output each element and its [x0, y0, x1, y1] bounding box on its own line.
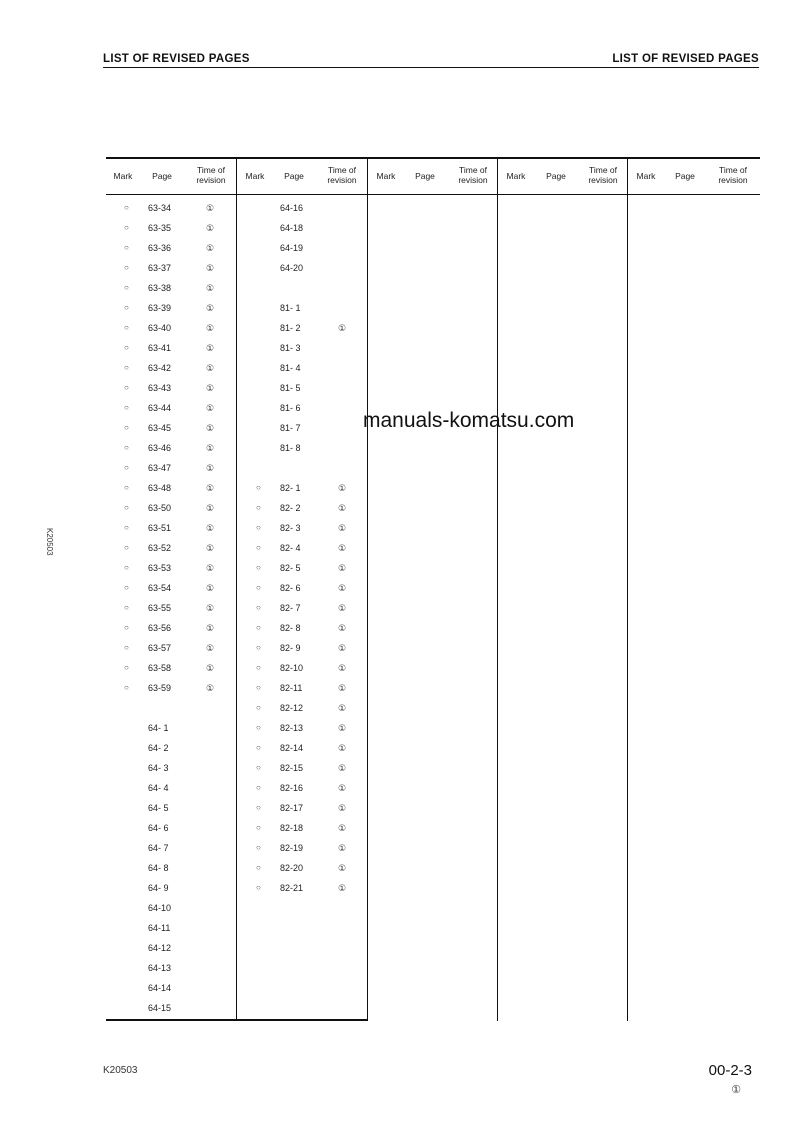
row-page: 81- 7 — [280, 423, 301, 433]
row-page: 82-14 — [280, 743, 304, 753]
row-revision: ① — [338, 683, 347, 693]
row-revision: ① — [206, 303, 215, 313]
table-header-rule — [106, 194, 760, 195]
row-revision: ① — [338, 843, 347, 853]
row-page: 63-55 — [148, 603, 172, 613]
col-page-header: Page — [284, 171, 304, 181]
row-mark: ○ — [124, 283, 129, 292]
row-mark: ○ — [256, 683, 261, 692]
row-mark: ○ — [256, 543, 261, 552]
row-page: 64-12 — [148, 943, 172, 953]
row-page: 82- 6 — [280, 583, 301, 593]
group-divider-2 — [367, 157, 368, 1021]
col-time-header: Time of revision — [718, 165, 748, 185]
row-mark: ○ — [124, 243, 129, 252]
row-page: 82- 1 — [280, 483, 301, 493]
row-page: 63-39 — [148, 303, 172, 313]
row-mark: ○ — [124, 623, 129, 632]
row-page: 82-19 — [280, 843, 304, 853]
row-revision: ① — [338, 783, 347, 793]
row-page: 63-38 — [148, 283, 172, 293]
row-mark: ○ — [124, 463, 129, 472]
row-mark: ○ — [256, 843, 261, 852]
row-page: 63-53 — [148, 563, 172, 573]
row-revision: ① — [206, 483, 215, 493]
row-revision: ① — [206, 643, 215, 653]
row-revision: ① — [206, 203, 215, 213]
col-time-header: Time of revision — [196, 165, 226, 185]
row-revision: ① — [338, 583, 347, 593]
row-revision: ① — [338, 503, 347, 513]
row-page: 63-34 — [148, 203, 172, 213]
row-mark: ○ — [124, 503, 129, 512]
row-revision: ① — [338, 863, 347, 873]
row-revision: ① — [338, 563, 347, 573]
row-revision: ① — [338, 743, 347, 753]
row-page: 63-40 — [148, 323, 172, 333]
row-revision: ① — [338, 663, 347, 673]
col-mark-header: Mark — [376, 171, 396, 181]
row-page: 82-17 — [280, 803, 304, 813]
row-page: 64-19 — [280, 243, 304, 253]
row-page: 82-18 — [280, 823, 304, 833]
row-mark: ○ — [256, 643, 261, 652]
row-mark: ○ — [256, 583, 261, 592]
row-revision: ① — [206, 663, 215, 673]
col-mark-header: Mark — [245, 171, 265, 181]
row-page: 63-36 — [148, 243, 172, 253]
group-divider-1 — [236, 157, 237, 1021]
col-time-header: Time of revision — [327, 165, 357, 185]
header-title-left: LIST OF REVISED PAGES — [103, 53, 250, 65]
row-mark: ○ — [124, 443, 129, 452]
row-mark: ○ — [256, 883, 261, 892]
row-revision: ① — [206, 463, 215, 473]
row-revision: ① — [206, 543, 215, 553]
row-mark: ○ — [256, 743, 261, 752]
row-page: 81- 6 — [280, 403, 301, 413]
row-page: 82-20 — [280, 863, 304, 873]
row-page: 64- 3 — [148, 763, 169, 773]
row-revision: ① — [206, 443, 215, 453]
row-page: 64- 4 — [148, 783, 169, 793]
row-revision: ① — [206, 503, 215, 513]
row-mark: ○ — [124, 643, 129, 652]
row-mark: ○ — [256, 783, 261, 792]
row-revision: ① — [206, 683, 215, 693]
col-mark-header: Mark — [113, 171, 133, 181]
row-page: 64-10 — [148, 903, 172, 913]
row-page: 82-15 — [280, 763, 304, 773]
row-page: 64-16 — [280, 203, 304, 213]
row-mark: ○ — [124, 263, 129, 272]
row-revision: ① — [338, 803, 347, 813]
row-page: 63-48 — [148, 483, 172, 493]
row-page: 63-52 — [148, 543, 172, 553]
row-mark: ○ — [256, 703, 261, 712]
row-mark: ○ — [256, 663, 261, 672]
row-page: 64- 8 — [148, 863, 169, 873]
row-revision: ① — [338, 723, 347, 733]
row-revision: ① — [206, 323, 215, 333]
row-mark: ○ — [256, 483, 261, 492]
col-page-header: Page — [546, 171, 566, 181]
row-mark: ○ — [124, 303, 129, 312]
row-page: 82-21 — [280, 883, 304, 893]
row-page: 63-45 — [148, 423, 172, 433]
row-page: 63-59 — [148, 683, 172, 693]
row-revision: ① — [206, 343, 215, 353]
row-revision: ① — [338, 543, 347, 553]
row-page: 82- 2 — [280, 503, 301, 513]
row-page: 63-42 — [148, 363, 172, 373]
row-page: 64- 9 — [148, 883, 169, 893]
row-mark: ○ — [256, 623, 261, 632]
row-page: 82-11 — [280, 683, 303, 693]
row-page: 63-51 — [148, 523, 172, 533]
side-code: K20503 — [45, 528, 54, 556]
col-mark-header: Mark — [506, 171, 526, 181]
row-mark: ○ — [124, 223, 129, 232]
row-mark: ○ — [256, 763, 261, 772]
row-page: 64-14 — [148, 983, 172, 993]
row-mark: ○ — [256, 823, 261, 832]
row-revision: ① — [206, 223, 215, 233]
group-divider-3 — [497, 157, 498, 1021]
row-mark: ○ — [124, 583, 129, 592]
row-page: 82- 5 — [280, 563, 301, 573]
row-page: 63-41 — [148, 343, 172, 353]
row-page: 63-50 — [148, 503, 172, 513]
row-page: 63-58 — [148, 663, 172, 673]
table-top-rule — [106, 157, 760, 159]
row-mark: ○ — [124, 343, 129, 352]
row-revision: ① — [206, 283, 215, 293]
row-revision: ① — [206, 523, 215, 533]
row-revision: ① — [338, 603, 347, 613]
row-revision: ① — [338, 883, 347, 893]
row-page: 63-46 — [148, 443, 172, 453]
row-page: 63-44 — [148, 403, 172, 413]
row-page: 64-18 — [280, 223, 304, 233]
row-page: 82- 3 — [280, 523, 301, 533]
row-mark: ○ — [124, 323, 129, 332]
row-mark: ○ — [124, 403, 129, 412]
row-page: 64-11 — [148, 923, 171, 933]
col-page-header: Page — [675, 171, 695, 181]
row-page: 81- 8 — [280, 443, 301, 453]
col-page-header: Page — [152, 171, 172, 181]
footer-page-number: 00-2-3 — [708, 1062, 752, 1079]
watermark-text: manuals-komatsu.com — [363, 409, 575, 432]
group-divider-4 — [627, 157, 628, 1021]
row-mark: ○ — [124, 563, 129, 572]
row-page: 64-20 — [280, 263, 304, 273]
row-mark: ○ — [124, 203, 129, 212]
row-page: 82- 8 — [280, 623, 301, 633]
row-revision: ① — [206, 603, 215, 613]
row-revision: ① — [206, 403, 215, 413]
row-page: 81- 2 — [280, 323, 301, 333]
row-mark: ○ — [256, 863, 261, 872]
row-page: 64- 5 — [148, 803, 169, 813]
row-mark: ○ — [124, 683, 129, 692]
row-revision: ① — [206, 583, 215, 593]
row-mark: ○ — [124, 423, 129, 432]
row-mark: ○ — [124, 523, 129, 532]
row-revision: ① — [206, 383, 215, 393]
row-revision: ① — [338, 823, 347, 833]
row-page: 63-56 — [148, 623, 172, 633]
row-page: 81- 5 — [280, 383, 301, 393]
row-page: 64- 6 — [148, 823, 169, 833]
row-page: 82-16 — [280, 783, 304, 793]
row-revision: ① — [338, 763, 347, 773]
row-page: 63-43 — [148, 383, 172, 393]
row-mark: ○ — [256, 603, 261, 612]
row-revision: ① — [206, 243, 215, 253]
row-mark: ○ — [124, 603, 129, 612]
row-page: 63-37 — [148, 263, 172, 273]
row-mark: ○ — [124, 363, 129, 372]
row-page: 82-12 — [280, 703, 304, 713]
row-page: 64-13 — [148, 963, 172, 973]
row-page: 63-47 — [148, 463, 172, 473]
row-page: 64- 2 — [148, 743, 169, 753]
row-revision: ① — [206, 623, 215, 633]
row-mark: ○ — [256, 503, 261, 512]
row-revision: ① — [338, 643, 347, 653]
table-bottom-rule — [106, 1019, 368, 1021]
row-page: 64- 7 — [148, 843, 169, 853]
row-page: 81- 1 — [280, 303, 301, 313]
row-page: 82- 4 — [280, 543, 301, 553]
row-revision: ① — [206, 423, 215, 433]
row-mark: ○ — [256, 723, 261, 732]
row-mark: ○ — [256, 563, 261, 572]
row-page: 82- 7 — [280, 603, 301, 613]
row-revision: ① — [338, 323, 347, 333]
footer-revision-mark: ① — [731, 1084, 741, 1096]
row-mark: ○ — [124, 543, 129, 552]
header-title-right: LIST OF REVISED PAGES — [612, 53, 759, 65]
row-page: 82-13 — [280, 723, 304, 733]
header-rule — [103, 67, 759, 68]
row-revision: ① — [338, 523, 347, 533]
row-mark: ○ — [256, 803, 261, 812]
col-time-header: Time of revision — [588, 165, 618, 185]
row-revision: ① — [206, 263, 215, 273]
row-page: 64-15 — [148, 1003, 172, 1013]
row-page: 63-54 — [148, 583, 172, 593]
row-revision: ① — [338, 483, 347, 493]
row-page: 82-10 — [280, 663, 304, 673]
row-mark: ○ — [124, 663, 129, 672]
row-page: 81- 3 — [280, 343, 301, 353]
row-revision: ① — [206, 363, 215, 373]
row-revision: ① — [338, 703, 347, 713]
row-page: 63-57 — [148, 643, 172, 653]
row-mark: ○ — [256, 523, 261, 532]
row-page: 64- 1 — [148, 723, 169, 733]
row-mark: ○ — [124, 383, 129, 392]
row-page: 63-35 — [148, 223, 172, 233]
col-time-header: Time of revision — [458, 165, 488, 185]
row-mark: ○ — [124, 483, 129, 492]
col-mark-header: Mark — [636, 171, 656, 181]
col-page-header: Page — [415, 171, 435, 181]
row-revision: ① — [206, 563, 215, 573]
row-page: 81- 4 — [280, 363, 301, 373]
row-revision: ① — [338, 623, 347, 633]
footer-code: K20503 — [103, 1065, 138, 1076]
row-page: 82- 9 — [280, 643, 301, 653]
